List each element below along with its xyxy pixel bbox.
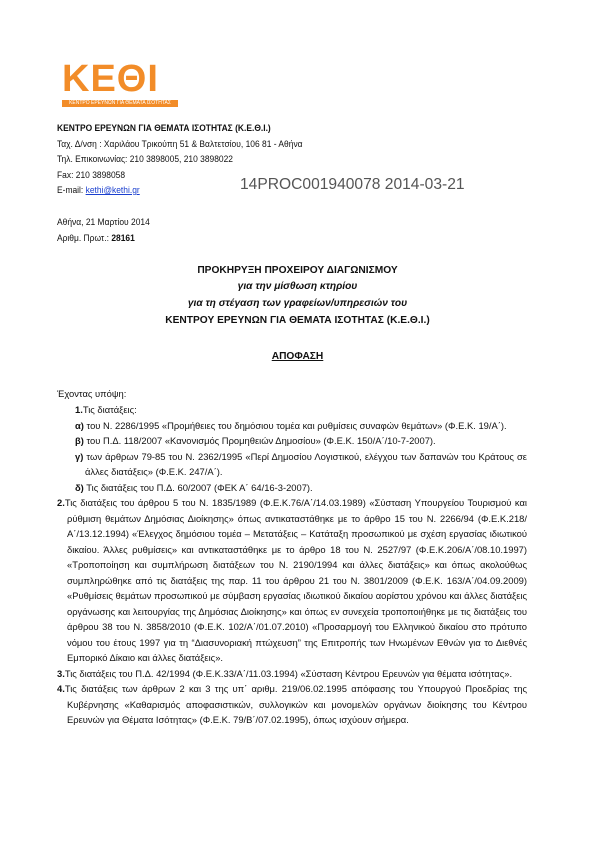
item-text: Τις διατάξεις του Π.Δ. 42/1994 (Φ.Ε.Κ.33/Α΄/11.03.1994) «Σύσταση Κέντρου Ερευνών για θέματα ισότητας». [64,667,513,679]
kethi-logo [62,60,182,110]
list-item [57,480,527,496]
subitem-text: των άρθρων 79-85 του Ν. 2362/1995 «Περί Δημοσίου Λογιστικού, ελέγχου των δαπανών του Κράτους σε άλλες διατάξεις» (Φ.Ε.Κ. 247/Α΄). [83,450,527,477]
protocol-number-line [57,233,135,244]
list-item [57,418,527,434]
title-line-3: για τη στέγαση των γραφείων/υπηρεσιών του [187,298,408,309]
list-item [57,402,527,418]
list-item [57,495,527,666]
item-text: Τις διατάξεις: [82,404,137,415]
subitem-label: γ) [75,450,84,462]
title-line-4: ΚΕΝΤΡΟΥ ΕΡΕΥΝΩΝ ΓΙΑ ΘΕΜΑΤΑ ΙΣΟΤΗΤΑΣ (Κ.Ε.Θ.Ι.) [165,315,430,326]
phone-line: Τηλ. Επικοινωνίας: 210 3898005, 210 3898022 [57,154,234,165]
list-item [57,449,527,480]
decision-heading: ΑΠΟΦΑΣΗ [271,351,324,362]
item-number: 2. [57,497,65,508]
email-link[interactable]: kethi@kethi.gr [85,185,140,196]
subitem-label: δ) [75,481,84,493]
subitem-text: Τις διατάξεις του Π.Δ. 60/2007 (ΦΕΚ Α΄ 64/16-3-2007). [83,481,313,493]
email-label: E-mail: [57,185,86,196]
list-item [57,666,527,682]
protocol-number: 28161 [111,233,135,244]
subitem-label: β) [75,435,84,446]
item-number: 4. [57,683,65,694]
subitem-text: του Ν. 2286/1995 «Προμήθειες του δημόσιου τομέα και ρυθμίσεις συναφών θεμάτων» (Φ.Ε.Κ. 19/Α΄). [83,419,507,431]
item-number: 3. [57,667,65,679]
item-number: 1. [75,404,83,415]
title-line-2: για την μίσθωση κτηρίου [237,281,358,292]
date-line: Αθήνα, 21 Μαρτίου 2014 [57,217,150,228]
organization-name: ΚΕΝΤΡΟ ΕΡΕΥΝΩΝ ΓΙΑ ΘΕΜΑΤΑ ΙΣΟΤΗΤΑΣ (Κ.Ε.Θ.Ι.) [57,123,271,134]
email-line [57,185,140,196]
subitem-label: α) [75,419,84,431]
having-in-view: Έχοντας υπόψη: [57,388,127,399]
item-text: Τις διατάξεις των άρθρων 2 και 3 της υπ΄ αριθμ. 219/06.02.1995 απόφασης του Υπουργού Προεδρίας της Κυβέρνησης «Καθαρισμός αποφασιστικών, συλλογικών και μονομελών οργάνων διοίκησης του Κέντρου Ερευνών για Θέματα Ισότητας» (Φ.Ε.Κ. 79/Β΄/07.02.1995), όπως ισχύουν σήμερα. [64,683,527,725]
legal-basis-list [57,402,527,728]
list-item [57,681,527,728]
logo-wordmark: ΚΕΘΙ [62,58,159,100]
postal-address: Ταχ. Δ/νση : Χαριλάου Τρικούπη 51 & Βαλτετσίου, 106 81 - Αθήνα [57,139,303,150]
title-line-1: ΠΡΟΚΗΡΥΞΗ ΠΡΟΧΕΙΡΟΥ ΔΙΑΓΩΝΙΣΜΟΥ [197,265,398,276]
protocol-stamp: 14PROC001940078 2014-03-21 [240,176,465,193]
protocol-number-label: Αριθμ. Πρωτ.: [57,233,112,244]
fax-line: Fax: 210 3898058 [57,170,126,181]
list-item [57,433,527,449]
logo-tagline: ΚΕΝΤΡΟ ΕΡΕΥΝΩΝ ΓΙΑ ΘΕΜΑΤΑ ΙΣΟΤΗΤΑΣ [62,100,178,107]
subitem-text: του Π.Δ. 118/2007 «Κανονισμός Προμηθειών Δημοσίου» (Φ.Ε.Κ. 150/Α΄/10-7-2007). [83,435,436,446]
item-text: Τις διατάξεις του άρθρου 5 του Ν. 1835/1989 (Φ.Ε.Κ.76/Α΄/14.03.1989) «Σύσταση Υπουργείου Τουρισμού και ρύθμιση θεμάτων Δημόσιας Διοίκησης» όπως αντικαταστάθηκε με το άρθρο 15 του Ν. 2266/94 (Φ.Ε.Κ.218/Α΄/13.12.1994) «Έλεγχος δημόσιου τομέα – Μετατάξεις – Κατάταξη προσωπικού με σχέση εργασίας ιδιωτικού δικαίου. Άλλες ρυθμίσεις» και αντικαταστάθηκε με το άρθρο 18 του Ν. 2527/97 (Φ.Ε.Κ.206/Α΄/08.10.1997) «Τροποποίηση και συμπλήρωση διατάξεων του Ν. 2190/1994 και άλλες διατάξεις» και όπως ακολούθως συμπληρώθηκε από τις διατάξεις της παρ. 11 του άρθρου 21 του Ν. 3801/2009 (Φ.Ε.Κ. 163/Α΄/04.09.2009) «Ρυθμίσεις θεμάτων προσωπικού με σύμβαση εργασίας ιδιωτικού δικαίου αορίστου χρόνου και άλλες διατάξεις οργάνωσης και λειτουργίας της Δημόσιας Διοίκησης» και όπως εν συνεχεία τροποποιήθηκε με τις διατάξεις του άρθρου 38 του Ν. 3858/2010 (Φ.Ε.Κ. 102/Α΄/01.07.2010) «Προσαρμογή του Ελληνικού δικαίου στο πρότυπο νόμου του έτους 1997 για τη “Διασυνοριακή πτώχευση” της Επιτροπής των Ηνωμένων Εθνών για το Διεθνές Εμπορικό Δίκαιο και άλλες διατάξεις». [64,497,527,663]
